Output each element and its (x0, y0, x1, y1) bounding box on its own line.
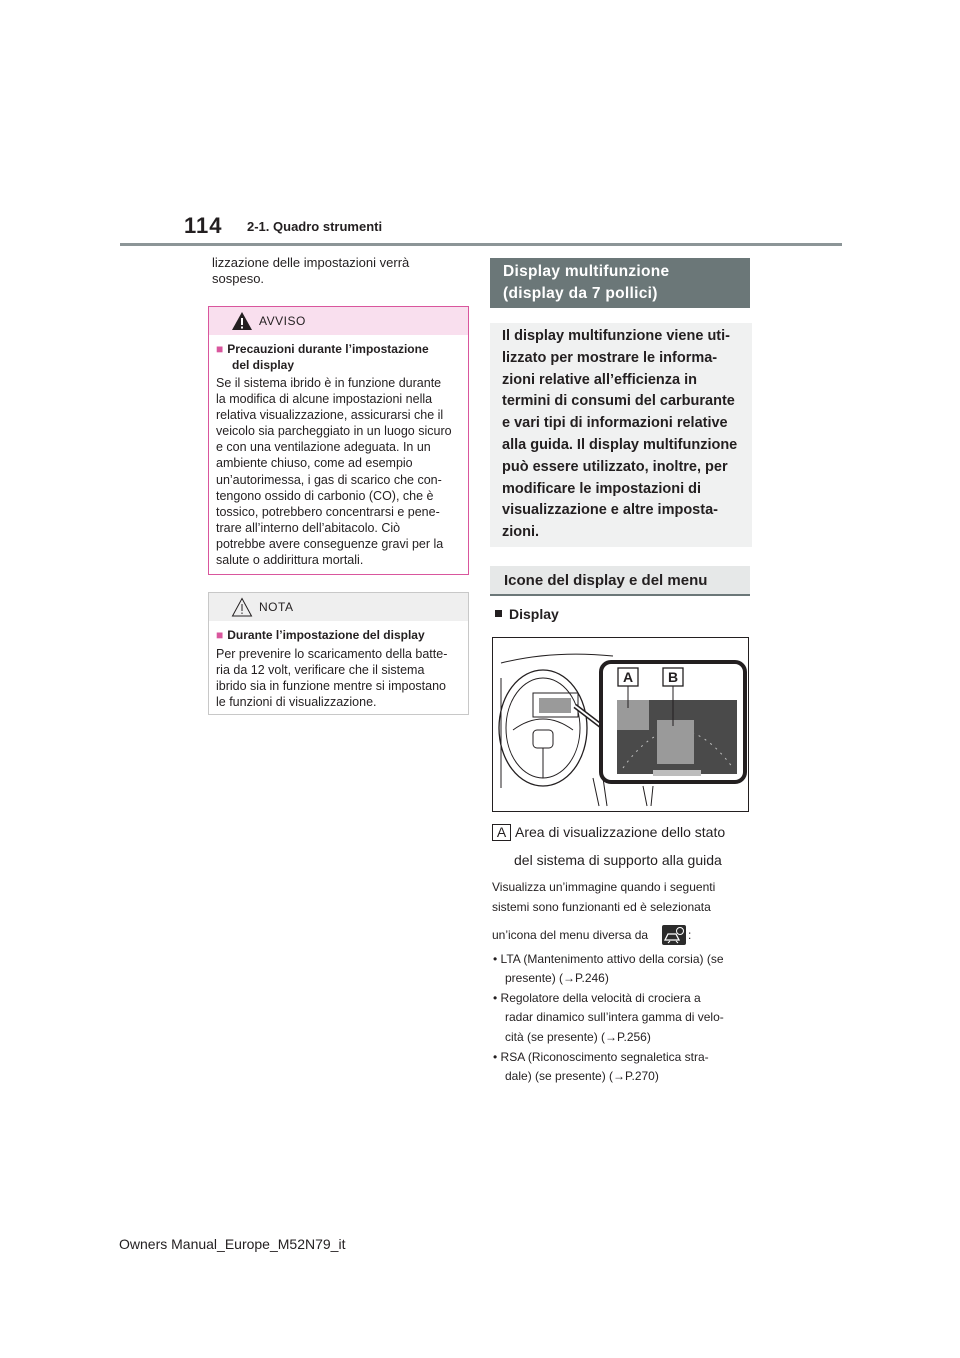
body-text: : (688, 928, 692, 942)
note-header (209, 593, 468, 621)
warning-header (209, 307, 468, 335)
label-a-marker: A (492, 824, 511, 841)
header-rule (120, 243, 842, 246)
intro-line: sospeso. (212, 271, 265, 286)
list-item: dale) (se presente) (→P.270) (505, 1069, 659, 1083)
driving-assist-menu-icon (662, 925, 686, 945)
list-item: • RSA (Riconoscimento segnaletica stra- (493, 1050, 709, 1064)
warning-heading: ■ Precauzioni durante l’impostazione del display (216, 342, 429, 372)
bullet-square-icon (495, 610, 502, 617)
bullet-square-icon: ■ (216, 628, 224, 642)
caution-triangle-outline-icon (231, 597, 253, 617)
list-item: cità (se presente) (→P.256) (505, 1030, 651, 1044)
warning-label: AVVISO (259, 314, 306, 328)
label-a-description: del sistema di supporto alla guida (514, 852, 722, 868)
bullet-square-icon: ■ (216, 342, 224, 356)
label-a-description: Area di visualizzazione dello stato (515, 824, 726, 840)
subsection-heading-icons: Icone del display e del menu (490, 566, 750, 596)
warning-box (208, 306, 469, 575)
display-heading: Display (495, 606, 559, 622)
display-illustration (492, 637, 749, 812)
heading-line: Display multifunzione (503, 263, 670, 280)
footer-text: Owners Manual_Europe_M52N79_it (119, 1236, 346, 1252)
illustration-label-b: B (667, 669, 679, 685)
list-item: presente) (→P.246) (505, 971, 609, 985)
note-heading: ■ Durante l’impostazione del display (216, 628, 425, 642)
section-heading-multifunction-display (490, 258, 750, 308)
warning-body: Se il sistema ibrido è in funzione durante la modifica di alcune impostazioni nella relativa visualizzazione, assicurarsi che il veicolo sia parcheggiato in un luogo sicuro e con una ventilazione adeguata. In un ambiente chiuso, come ad esempio un’autorimessa, i gas di scarico che con- tengono ossido di carbonio (CO), che è tossico, potrebbero concentrarsi e pene- trare all’interno dell’abitacolo. Ciò potrebbe avere conseguenze gravi per la salute o addirittura mortali. (216, 376, 452, 568)
list-item: • Regolatore della velocità di crociera a (493, 991, 701, 1005)
page-number: 114 (184, 213, 223, 238)
note-box (208, 592, 469, 715)
note-body: Per prevenire lo scaricamento della batte- ria da 12 volt, verificare che il sistema ibrido sia in funzione mentre si impostano le funzioni di visualizzazione. (216, 647, 448, 710)
note-label: NOTA (259, 600, 294, 614)
body-text: sistemi sono funzionanti ed è selezionata (492, 900, 711, 914)
section-title: 2-1. Quadro strumenti (247, 219, 383, 234)
heading-line: (display da 7 pollici) (503, 285, 658, 302)
body-text: Visualizza un’immagine quando i seguenti (492, 880, 716, 894)
summary-box: Il display multifunzione viene uti- lizzato per mostrare le informa- zioni relative all’efficienza in termini di consumi del carburante e vari tipi di informazioni relative alla guida. Il display multifunzione può essere utilizzato, inoltre, per modificare le impostazioni di visualizzazione e altre imposta- zioni. (490, 323, 752, 547)
warning-triangle-icon (231, 311, 253, 331)
list-item: • LTA (Mantenimento attivo della corsia) (se (493, 952, 724, 966)
steering-wheel-icon (499, 670, 587, 786)
list-item: radar dinamico sull’intera gamma di velo- (505, 1010, 724, 1024)
dashboard-illustration-svg (493, 638, 748, 811)
intro-continuation (212, 255, 462, 287)
illustration-label-a: A (622, 669, 634, 685)
intro-line: lizzazione delle impostazioni verrà (212, 255, 410, 270)
body-text: un’icona del menu diversa da (492, 928, 649, 942)
